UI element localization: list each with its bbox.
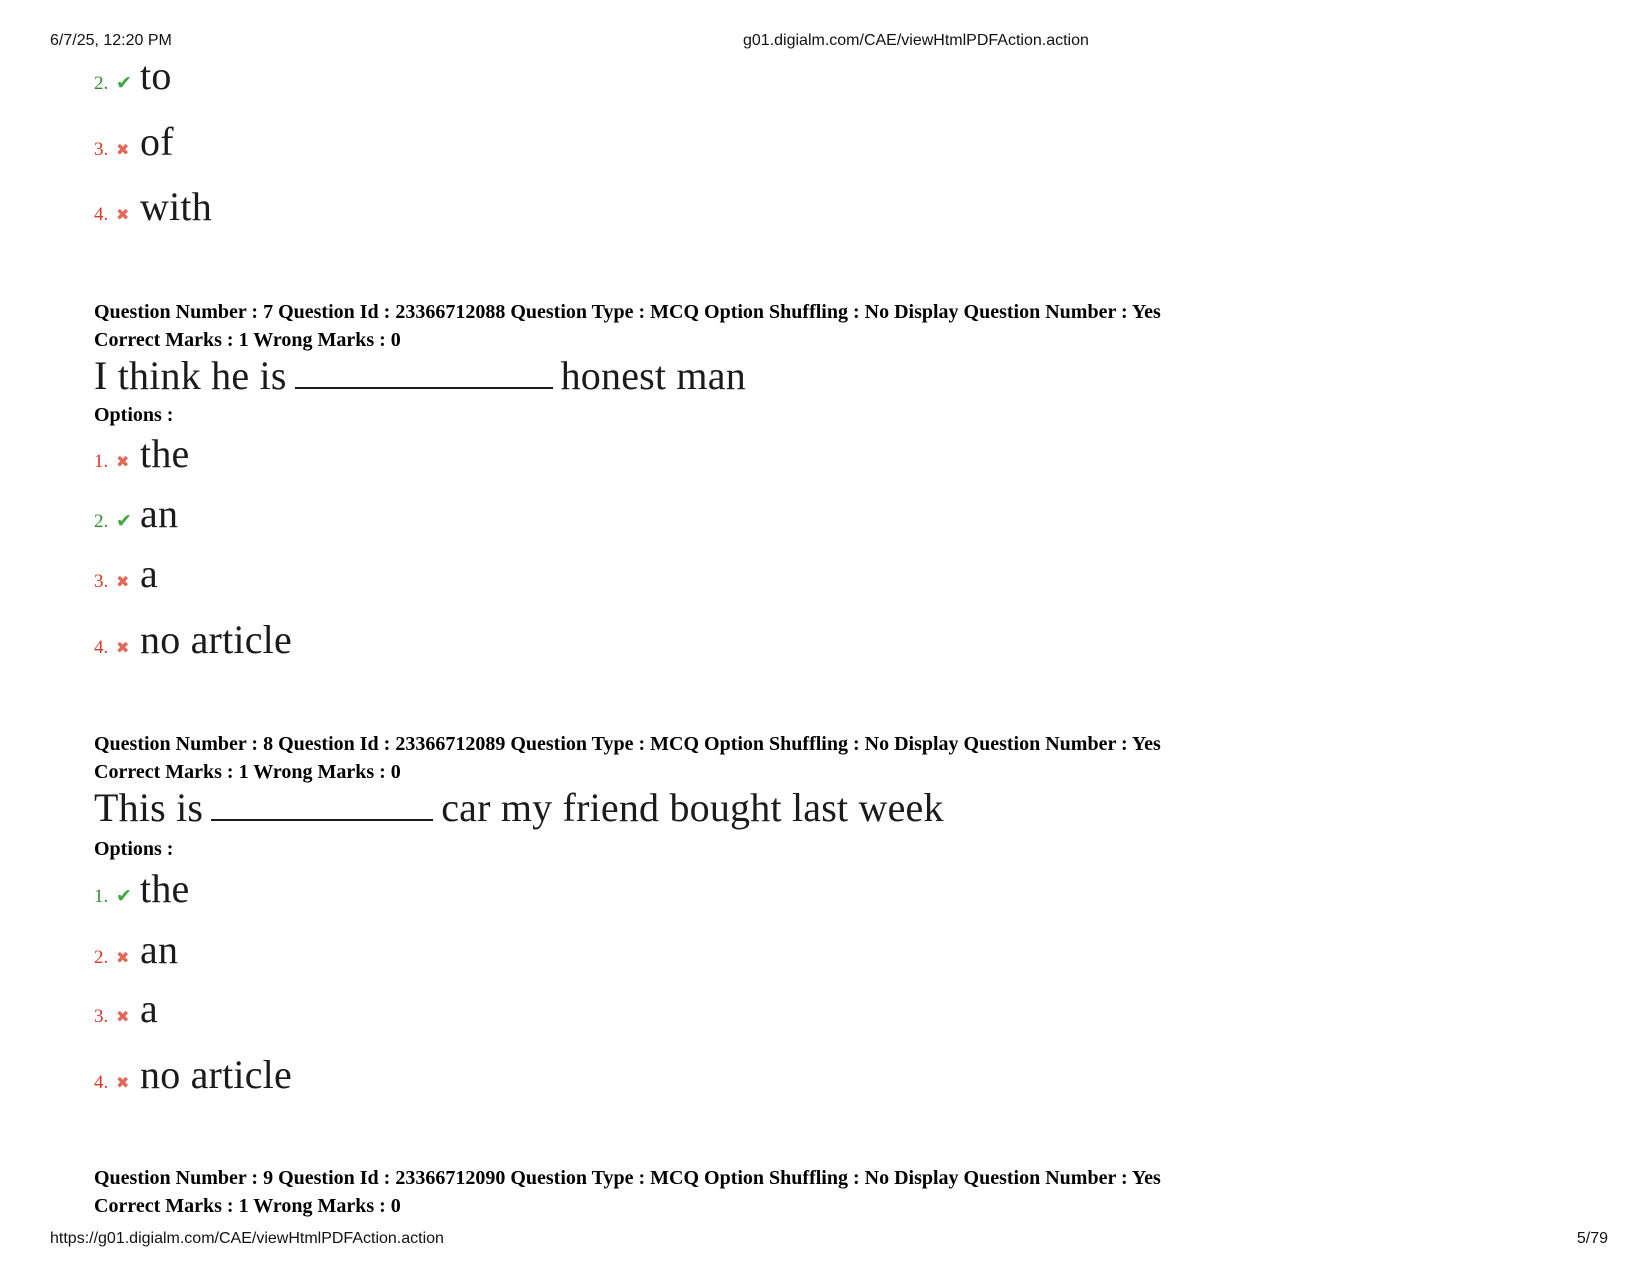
question-text-before: I think he is [94,353,287,398]
option-number: 4. [94,637,109,658]
option-number: 3. [94,1006,109,1027]
answer-blank [295,357,553,389]
question-marks-line: Correct Marks : 1 Wrong Marks : 0 [94,1195,401,1217]
print-datetime: 6/7/25, 12:20 PM [50,32,172,49]
option-item [94,52,172,99]
option-item [94,183,212,230]
question-meta [94,730,1161,786]
option-item [94,616,292,663]
print-footer-url: https://g01.digialm.com/CAE/viewHtmlPDFAction.action [50,1230,444,1247]
cross-icon: ✖ [116,205,130,224]
check-icon: ✔ [116,72,132,94]
options-label: Options : [94,838,174,860]
option-item [94,118,174,165]
question-meta [94,1164,1161,1220]
option-number: 1. [94,451,109,472]
option-text: an [140,927,179,972]
question-meta [94,298,1161,354]
option-number: 3. [94,139,109,160]
question-meta-line: Question Number : 9 Question Id : 23366712090 Question Type : MCQ Option Shuffling : No Display Question Number : Yes [94,1167,1161,1189]
cross-icon: ✖ [116,638,130,657]
option-item [94,865,189,912]
question-meta-line: Question Number : 8 Question Id : 23366712089 Question Type : MCQ Option Shuffling : No Display Question Number : Yes [94,733,1161,755]
cross-icon: ✖ [116,572,130,591]
option-number: 4. [94,1072,109,1093]
option-number: 1. [94,886,109,907]
question-marks-line: Correct Marks : 1 Wrong Marks : 0 [94,761,401,783]
option-item [94,926,178,973]
print-header-url: g01.digialm.com/CAE/viewHtmlPDFAction.action [743,32,1089,49]
option-item [94,550,158,597]
option-number: 2. [94,73,109,94]
question-text-after: honest man [560,353,746,398]
question-text [94,352,746,399]
option-text: a [140,986,158,1031]
option-text: to [140,53,172,98]
option-item [94,490,178,537]
option-text: with [140,184,212,229]
cross-icon: ✖ [116,1073,130,1092]
answer-blank [211,789,433,821]
option-number: 2. [94,947,109,968]
option-item [94,1051,292,1098]
option-number: 3. [94,571,109,592]
option-text: the [140,431,190,476]
option-item [94,430,189,477]
option-number: 4. [94,204,109,225]
question-text-after: car my friend bought last week [441,785,944,830]
check-icon: ✔ [116,510,132,532]
question-text [94,784,944,831]
option-number: 2. [94,511,109,532]
option-text: the [140,866,190,911]
options-label: Options : [94,404,174,426]
option-text: a [140,551,158,596]
option-text: no article [140,1052,292,1097]
cross-icon: ✖ [116,452,130,471]
question-marks-line: Correct Marks : 1 Wrong Marks : 0 [94,329,401,351]
page-number: 5/79 [1576,1230,1608,1247]
question-meta-line: Question Number : 7 Question Id : 23366712088 Question Type : MCQ Option Shuffling : No Display Question Number : Yes [94,301,1161,323]
cross-icon: ✖ [116,1007,130,1026]
cross-icon: ✖ [116,140,130,159]
option-text: an [140,491,179,536]
check-icon: ✔ [116,885,132,907]
option-text: no article [140,617,292,662]
cross-icon: ✖ [116,948,130,967]
option-item [94,985,158,1032]
question-text-before: This is [94,785,204,830]
option-text: of [140,119,174,164]
